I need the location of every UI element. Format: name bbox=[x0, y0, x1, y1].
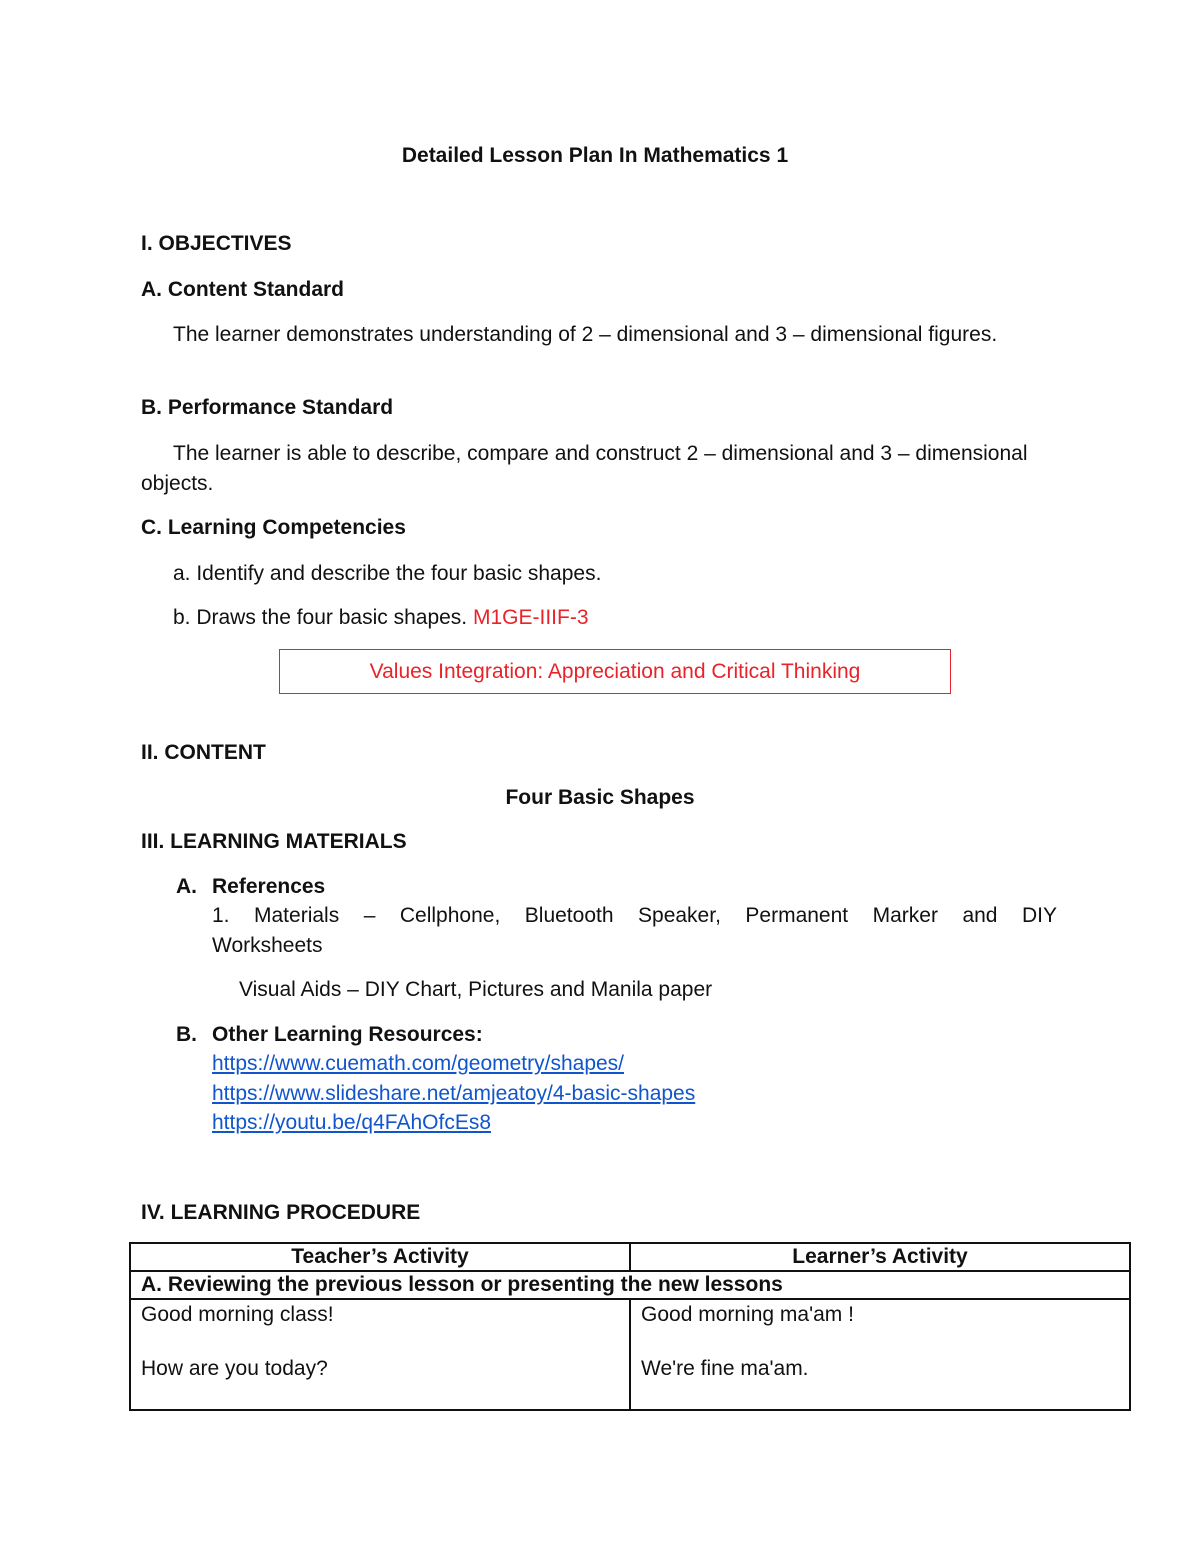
content-standard-heading: A. Content Standard bbox=[141, 278, 344, 301]
content-heading: II. CONTENT bbox=[141, 741, 266, 764]
resource-link-slideshare[interactable]: https://www.slideshare.net/amjeatoy/4-basic-shapes bbox=[212, 1082, 696, 1105]
content-standard-text bbox=[141, 320, 1041, 350]
section-a-title: A. Reviewing the previous lesson or presenting the new lessons bbox=[130, 1271, 1130, 1299]
values-integration-box bbox=[279, 649, 951, 694]
competency-a: a. Identify and describe the four basic shapes. bbox=[173, 562, 602, 585]
teacher-line: Good morning class! bbox=[141, 1303, 334, 1326]
learner-activity-cell bbox=[630, 1299, 1130, 1410]
visual-aids: Visual Aids – DIY Chart, Pictures and Manila paper bbox=[239, 978, 713, 1001]
procedure-header-row bbox=[130, 1243, 1130, 1271]
page-title: Detailed Lesson Plan In Mathematics 1 bbox=[401, 144, 789, 167]
resource-link-youtube[interactable]: https://youtu.be/q4FAhOfcEs8 bbox=[212, 1111, 491, 1134]
resource-link-cuemath[interactable]: https://www.cuemath.com/geometry/shapes/ bbox=[212, 1052, 625, 1075]
references-heading: References bbox=[212, 875, 326, 898]
materials-line2: Worksheets bbox=[212, 934, 323, 957]
performance-standard-heading: B. Performance Standard bbox=[141, 396, 394, 419]
objectives-heading: I. OBJECTIVES bbox=[141, 232, 292, 255]
performance-standard-text bbox=[141, 439, 1041, 499]
other-resources-heading: Other Learning Resources: bbox=[212, 1023, 483, 1046]
teacher-line: How are you today? bbox=[141, 1357, 328, 1380]
competency-b bbox=[173, 606, 589, 630]
competency-b-text: b. Draws the four basic shapes. bbox=[173, 606, 468, 629]
learner-line: We're fine ma'am. bbox=[641, 1357, 809, 1380]
learning-competencies-heading: C. Learning Competencies bbox=[141, 516, 406, 539]
procedure-heading: IV. LEARNING PROCEDURE bbox=[141, 1201, 421, 1224]
learning-materials-heading: III. LEARNING MATERIALS bbox=[141, 830, 407, 853]
teacher-activity-header: Teacher’s Activity bbox=[130, 1243, 630, 1271]
teacher-activity-cell bbox=[130, 1299, 630, 1410]
materials-line1: 1. Materials – Cellphone, Bluetooth Speaker, Permanent Marker and DIY bbox=[212, 904, 1057, 927]
learner-activity-header: Learner’s Activity bbox=[630, 1243, 1130, 1271]
values-integration-text: Values Integration: Appreciation and Critical Thinking bbox=[369, 659, 861, 683]
competency-code: M1GE-IIIF-3 bbox=[473, 606, 589, 629]
procedure-dialogue-row bbox=[130, 1299, 1130, 1410]
content-topic: Four Basic Shapes bbox=[505, 786, 695, 809]
procedure-section-row bbox=[130, 1271, 1130, 1299]
references-label: A. bbox=[176, 875, 197, 898]
content-standard-body: The learner demonstrates understanding of 2 – dimensional and 3 – dimensional figures. bbox=[173, 323, 998, 346]
performance-standard-body: The learner is able to describe, compare and construct 2 – dimensional and 3 – dimensional objects. bbox=[141, 442, 1028, 495]
learner-line: Good morning ma'am ! bbox=[641, 1303, 854, 1326]
procedure-table bbox=[129, 1242, 1131, 1411]
other-resources-label: B. bbox=[176, 1023, 197, 1046]
